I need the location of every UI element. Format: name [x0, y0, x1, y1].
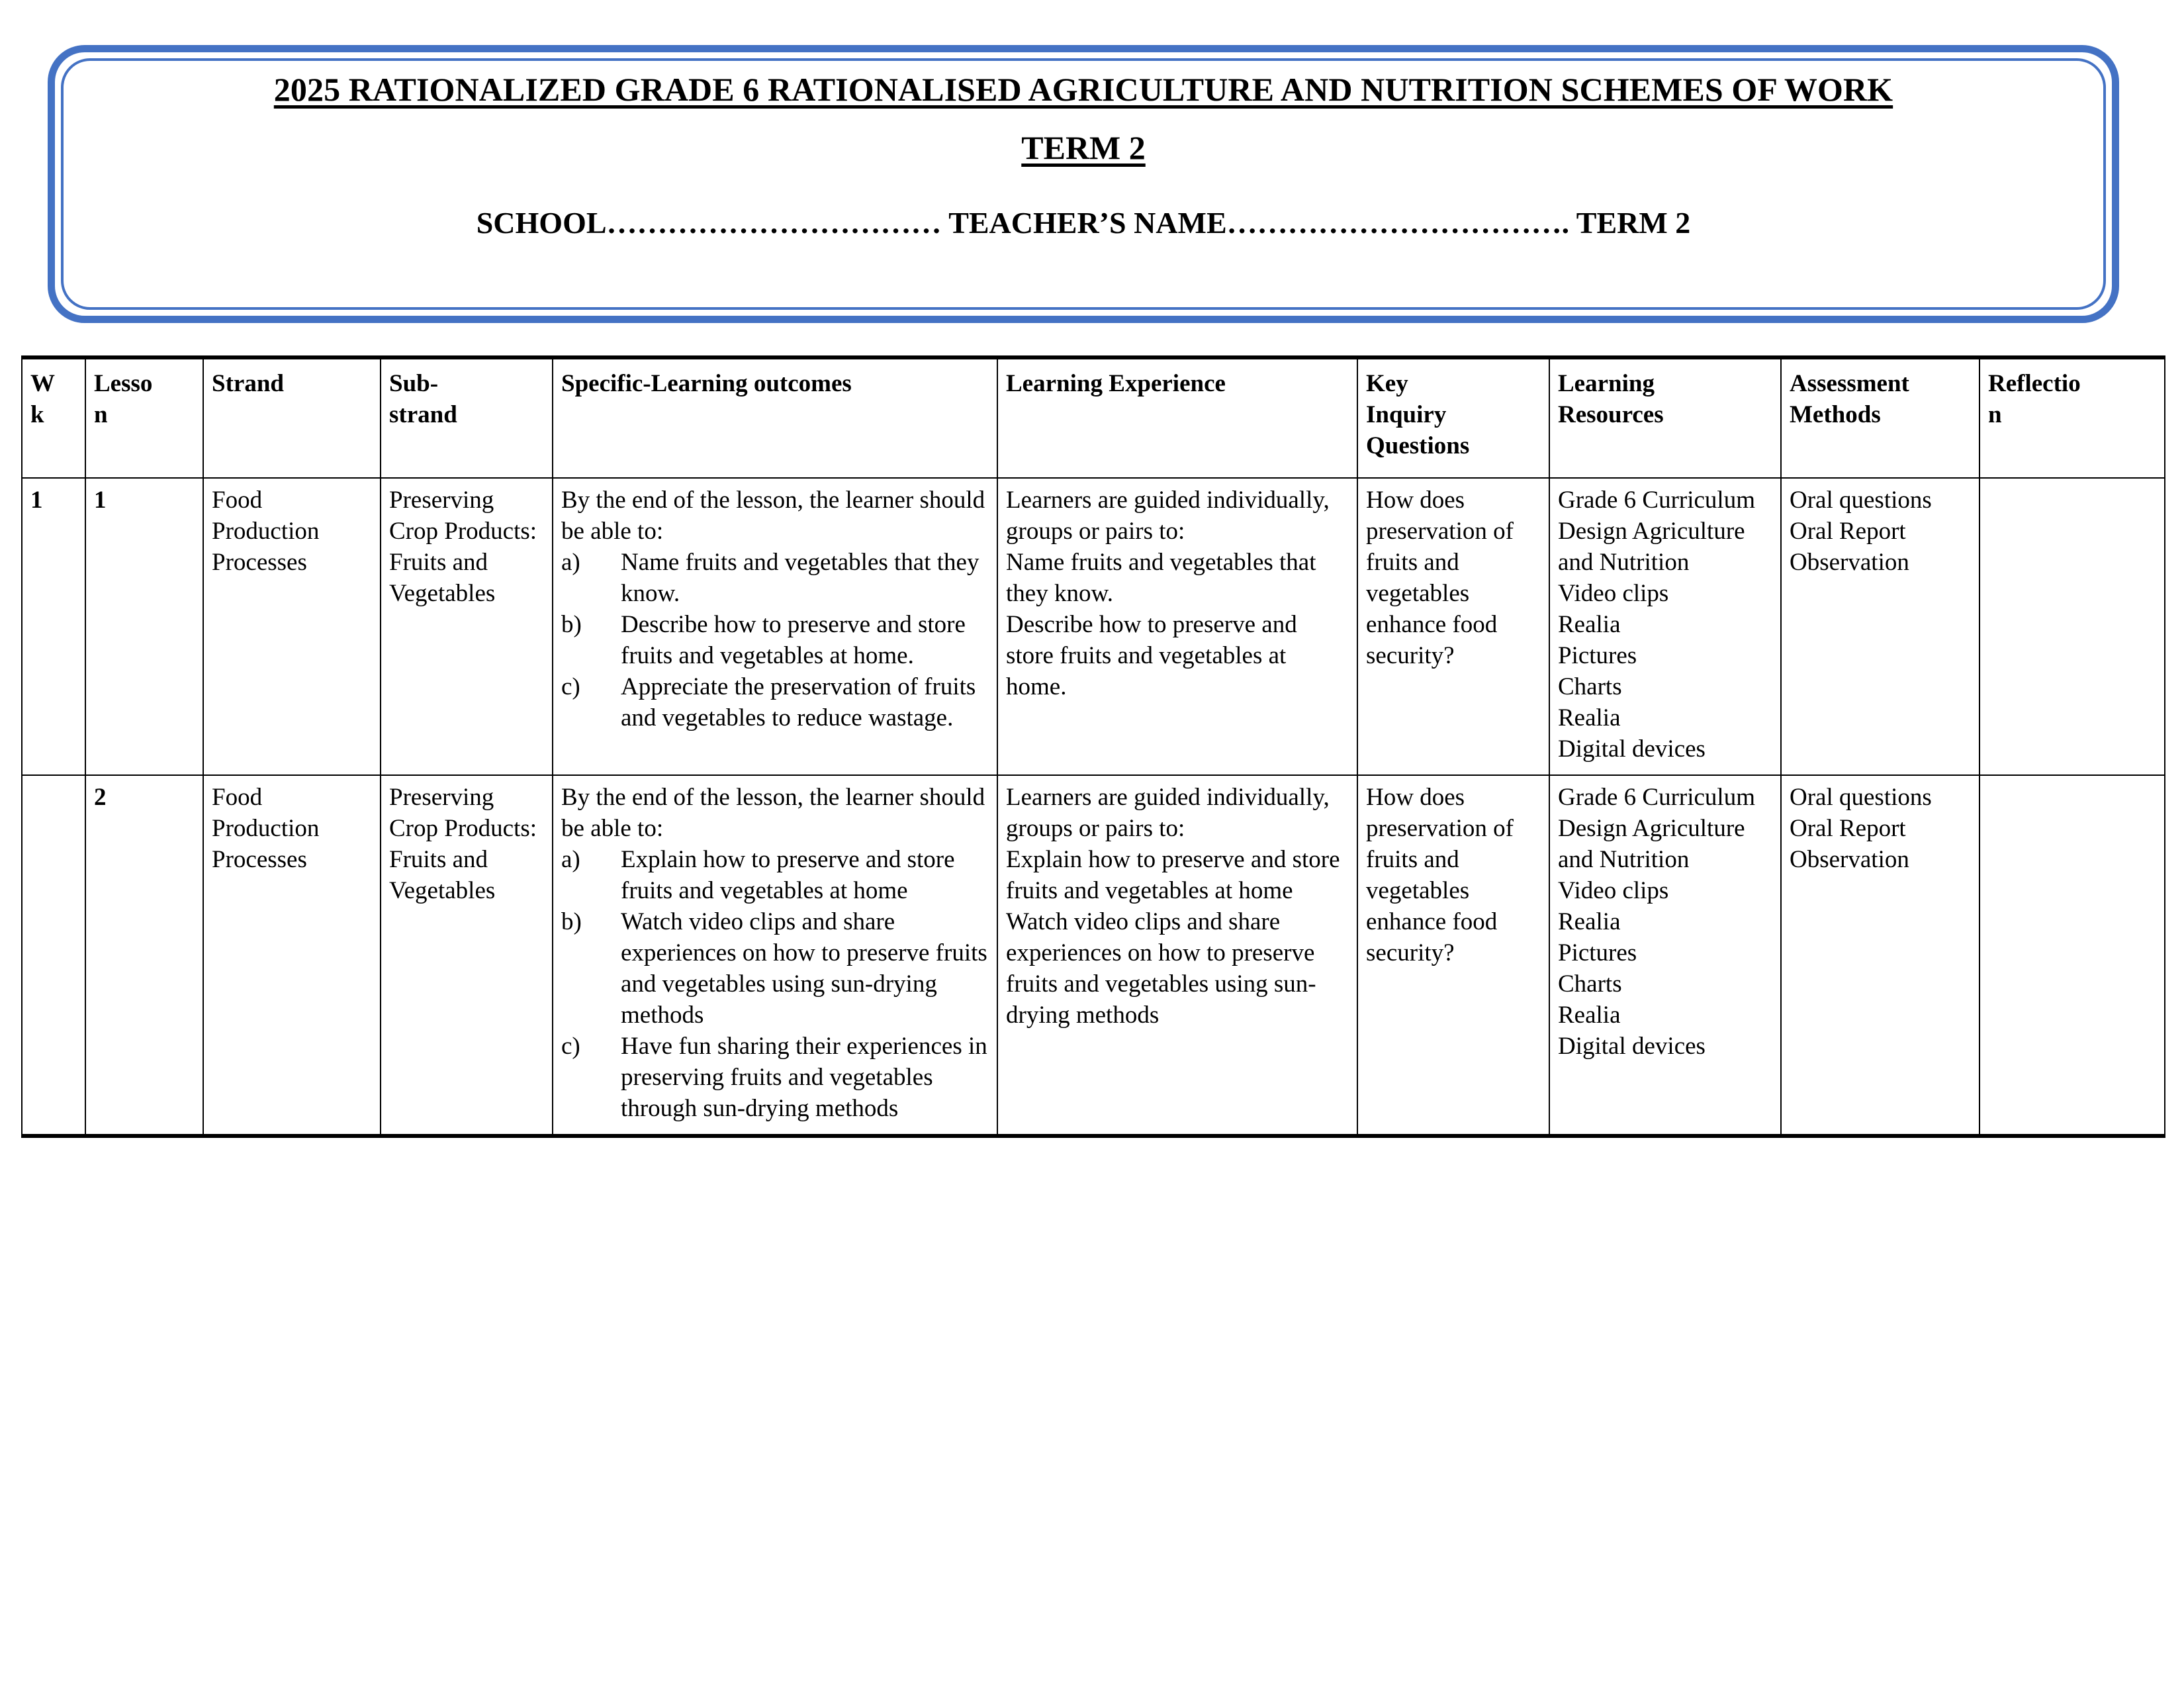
table-header-row-group — [22, 357, 2165, 478]
assessment-method-item: Oral Report — [1790, 517, 1906, 545]
experience-item: Watch video clips and share experiences on how to preserve fruits and vegetables using sun-drying methods — [1006, 908, 1316, 1029]
learning-resource-item: Pictures — [1558, 939, 1637, 966]
cell-key-inquiry-question — [1357, 775, 1549, 1136]
column-header-key-inquiry-questions — [1357, 357, 1549, 478]
outcomes-list — [561, 547, 989, 734]
learning-resource-item: Grade 6 Curriculum Design Agriculture and Nutrition — [1558, 487, 1755, 576]
outcome-item-text: Describe how to preserve and store fruits and vegetables at home. — [621, 610, 966, 669]
column-header-kiq-line3: Questions — [1366, 432, 1470, 459]
outcome-item-marker: b) — [561, 610, 582, 638]
header-content — [55, 52, 2112, 316]
cell-assessment-methods — [1781, 775, 1979, 1136]
cell-lesson — [85, 478, 203, 775]
cell-assessment-methods — [1781, 478, 1979, 775]
outcomes-lead-text: By the end of the lesson, the learner should be able to: — [561, 783, 985, 842]
cell-lesson — [85, 775, 203, 1136]
school-teacher-term-line: SCHOOL…………………………… TEACHER’S NAME……………………………. TERM 2 — [476, 206, 1691, 240]
column-header-kiq-line1: Key — [1366, 370, 1408, 397]
learning-resource-item: Pictures — [1558, 641, 1637, 669]
column-header-resources-line1: Learning — [1558, 370, 1655, 397]
learning-resource-item: Charts — [1558, 673, 1622, 700]
cell-specific-learning-outcomes — [553, 478, 997, 775]
cell-learning-experience — [997, 478, 1357, 775]
experience-item: Describe how to preserve and store fruits and vegetables at home. — [1006, 610, 1297, 700]
experience-item: Explain how to preserve and store fruits and vegetables at home — [1006, 845, 1340, 904]
outcome-item-marker: a) — [561, 845, 580, 873]
column-header-experience — [997, 357, 1357, 478]
cell-strand — [203, 478, 381, 775]
column-header-substrand-line1: Sub- — [389, 370, 439, 397]
cell-week — [22, 478, 85, 775]
column-header-reflection-line2: n — [1988, 400, 2002, 428]
learning-resource-item: Realia — [1558, 704, 1621, 731]
outcomes-list — [561, 845, 989, 1125]
table-row — [22, 478, 2165, 775]
column-header-learning-resources — [1549, 357, 1781, 478]
lesson-value: 2 — [94, 783, 107, 811]
learning-resource-item: Video clips — [1558, 876, 1669, 904]
outcome-item-text: Name fruits and vegetables that they know. — [621, 548, 979, 607]
column-header-strand — [203, 357, 381, 478]
outcome-item — [561, 672, 989, 734]
learning-resource-item: Video clips — [1558, 579, 1669, 607]
experience-item: Name fruits and vegetables that they know. — [1006, 548, 1316, 607]
learning-resource-item: Digital devices — [1558, 1032, 1706, 1060]
column-header-wk-line1: W — [30, 370, 55, 397]
cell-strand — [203, 775, 381, 1136]
learning-resource-item: Charts — [1558, 970, 1622, 998]
outcome-item — [561, 610, 989, 672]
column-header-strand-text: Strand — [212, 370, 284, 397]
cell-key-inquiry-question — [1357, 478, 1549, 775]
cell-substrand — [381, 478, 553, 775]
cell-week — [22, 775, 85, 1136]
column-header-reflection — [1979, 357, 2165, 478]
schemes-of-work-table — [21, 355, 2165, 1138]
outcomes-lead-text: By the end of the lesson, the learner should be able to: — [561, 487, 985, 545]
term-heading-text: TERM 2 — [1021, 129, 1146, 166]
column-header-wk-line2: k — [30, 400, 44, 428]
cell-reflection — [1979, 775, 2165, 1136]
substrand-value: Preserving Crop Products: Fruits and Vegetables — [389, 783, 537, 904]
outcome-item-marker: c) — [561, 673, 580, 700]
learning-resource-item: Digital devices — [1558, 735, 1706, 763]
column-header-substrand — [381, 357, 553, 478]
assessment-method-item: Oral Report — [1790, 814, 1906, 842]
strand-value: Food Production Processes — [212, 487, 320, 576]
learning-resource-item: Realia — [1558, 908, 1621, 935]
outcome-item-text: Appreciate the preservation of fruits and vegetables to reduce wastage. — [621, 673, 976, 731]
header-border-box — [48, 45, 2119, 323]
outcome-item-text: Watch video clips and share experiences on how to preserve fruits and vegetables using sun-drying methods — [621, 908, 987, 1029]
column-header-wk — [22, 357, 85, 478]
column-header-outcomes — [553, 357, 997, 478]
outcome-item — [561, 845, 989, 907]
table-header-row — [22, 357, 2165, 478]
table-row — [22, 775, 2165, 1136]
column-header-lesson — [85, 357, 203, 478]
column-header-assessment-methods — [1781, 357, 1979, 478]
column-header-resources-line2: Resources — [1558, 400, 1664, 428]
learning-resource-item: Realia — [1558, 1001, 1621, 1029]
cell-learning-resources — [1549, 478, 1781, 775]
column-header-kiq-line2: Inquiry — [1366, 400, 1447, 428]
assessment-method-item: Oral questions — [1790, 783, 1932, 811]
lesson-value: 1 — [94, 487, 107, 514]
column-header-outcomes-text: Specific-Learning outcomes — [561, 370, 852, 397]
outcome-item — [561, 907, 989, 1031]
column-header-assessment-line2: Methods — [1790, 400, 1881, 428]
outcome-item — [561, 1031, 989, 1125]
outcome-item-marker: c) — [561, 1032, 580, 1060]
column-header-reflection-line1: Reflectio — [1988, 370, 2081, 397]
assessment-method-item: Oral questions — [1790, 487, 1932, 514]
strand-value: Food Production Processes — [212, 783, 320, 873]
outcome-item — [561, 547, 989, 610]
outcome-item-text: Have fun sharing their experiences in preserving fruits and vegetables through sun-drying methods — [621, 1032, 987, 1122]
term-heading — [85, 128, 2081, 167]
key-inquiry-question-text: How does preservation of fruits and vegetables enhance food security? — [1366, 783, 1514, 966]
outcome-item-text: Explain how to preserve and store fruits and vegetables at home — [621, 845, 955, 904]
document-title-text: 2025 RATIONALIZED GRADE 6 RATIONALISED AGRICULTURE AND NUTRITION SCHEMES OF WORK — [273, 71, 1893, 108]
table-body — [22, 478, 2165, 1136]
cell-reflection — [1979, 478, 2165, 775]
cell-learning-resources — [1549, 775, 1781, 1136]
experience-lead-text: Learners are guided individually, groups or pairs to: — [1006, 783, 1330, 842]
learning-resource-item: Grade 6 Curriculum Design Agriculture and Nutrition — [1558, 783, 1755, 873]
outcome-item-marker: b) — [561, 908, 582, 935]
column-header-assessment-line1: Assessment — [1790, 370, 1909, 397]
assessment-method-item: Observation — [1790, 845, 1909, 873]
cell-substrand — [381, 775, 553, 1136]
cell-specific-learning-outcomes — [553, 775, 997, 1136]
week-value: 1 — [30, 487, 43, 514]
outcome-item-marker: a) — [561, 548, 580, 576]
experience-lead-text: Learners are guided individually, groups or pairs to: — [1006, 487, 1330, 545]
document-title — [85, 70, 2081, 110]
assessment-method-item: Observation — [1790, 548, 1909, 576]
column-header-experience-text: Learning Experience — [1006, 370, 1226, 397]
key-inquiry-question-text: How does preservation of fruits and vegetables enhance food security? — [1366, 487, 1514, 669]
cell-learning-experience — [997, 775, 1357, 1136]
column-header-lesson-line2: n — [94, 400, 108, 428]
substrand-value: Preserving Crop Products: Fruits and Vegetables — [389, 487, 537, 607]
column-header-lesson-line1: Lesso — [94, 370, 153, 397]
column-header-substrand-line2: strand — [389, 400, 457, 428]
learning-resource-item: Realia — [1558, 610, 1621, 638]
